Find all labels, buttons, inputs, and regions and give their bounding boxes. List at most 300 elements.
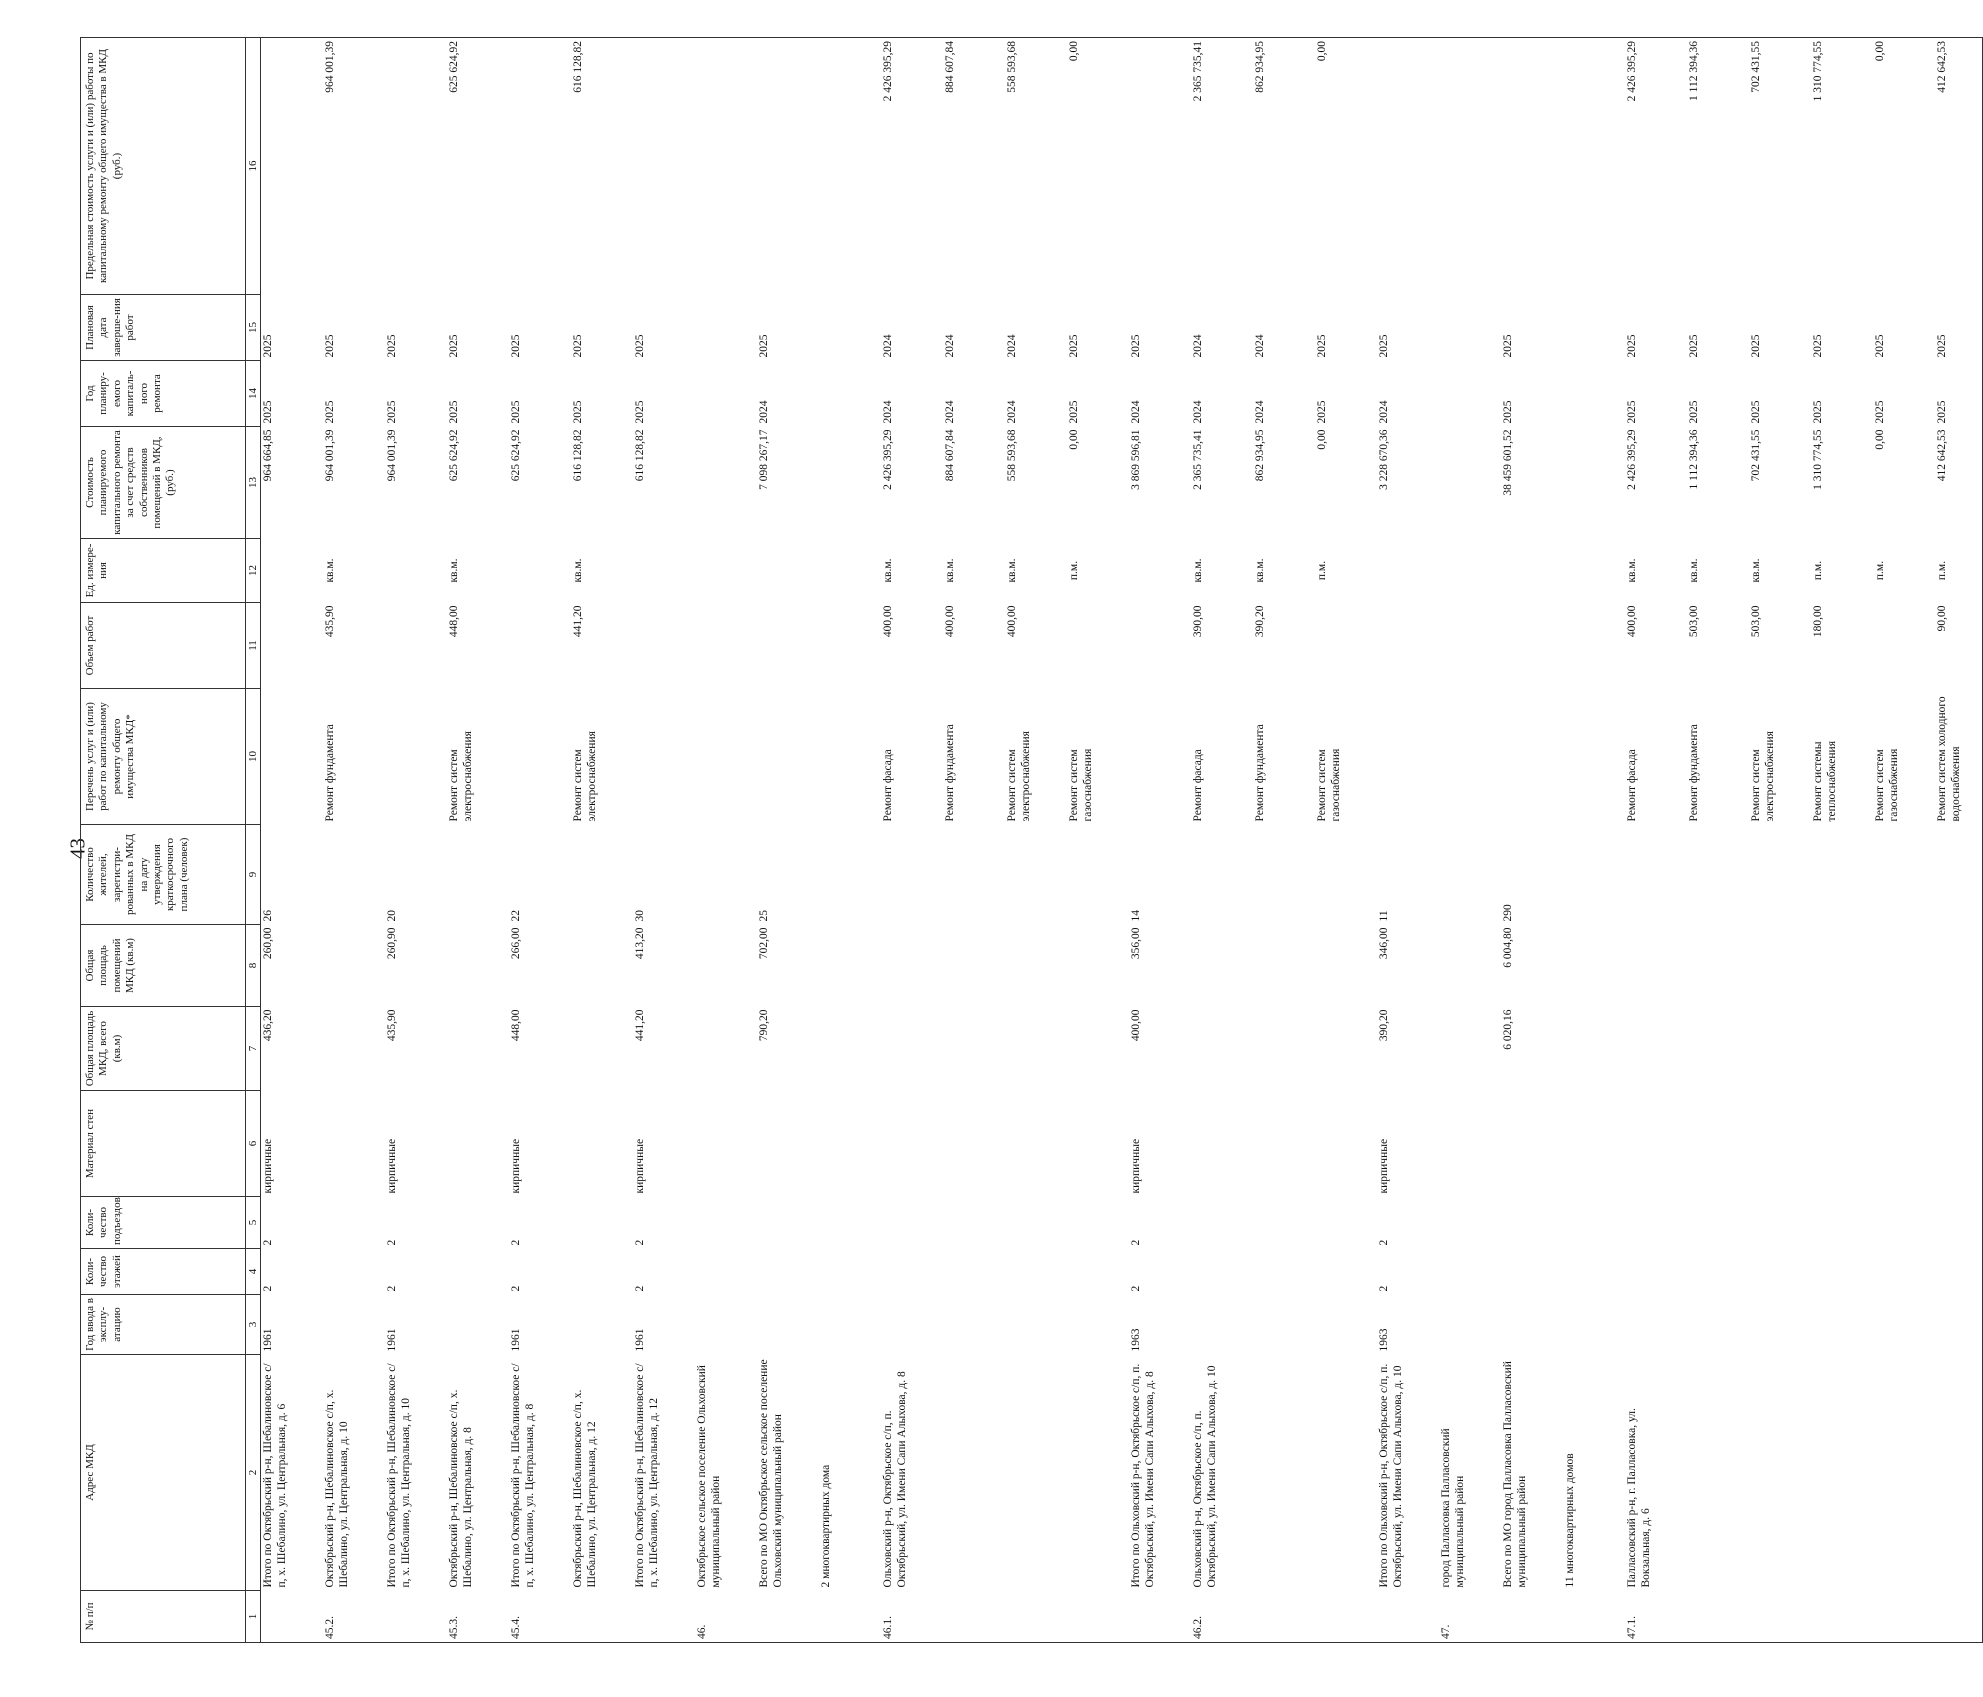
unit-cell: кв.м. — [1625, 558, 1638, 583]
work-volume-cell: 400,00 — [1005, 605, 1018, 638]
premises-area-cell: 702,00 — [757, 927, 770, 960]
completion-date-cell: 2025 — [1749, 334, 1762, 358]
repair-year-cell: 2024 — [1005, 400, 1018, 424]
residents-cell — [1873, 825, 1935, 925]
residents-cell — [943, 825, 1005, 925]
work-type-cell: Ремонт фундамента — [943, 724, 956, 822]
completion-date-cell: 2025 — [1873, 334, 1886, 358]
wall-material-cell — [1687, 1091, 1749, 1197]
owner-cost-cell: 964 001,39 — [385, 429, 398, 482]
table-row — [323, 38, 385, 1643]
repair-year-cell: 2025 — [509, 400, 522, 424]
unit-cell — [695, 539, 757, 603]
table-row — [1191, 38, 1253, 1643]
floors-cell — [571, 1249, 633, 1295]
year-built-cell: 1961 — [262, 1328, 274, 1352]
row-number-cell — [1253, 1591, 1315, 1643]
year-built-cell: 1961 — [385, 1328, 398, 1352]
entrances-cell: 2 — [1129, 1239, 1142, 1246]
premises-area-cell — [881, 925, 943, 1007]
max-cost-cell: 2 426 395,29 — [881, 38, 943, 295]
max-cost-cell — [819, 38, 881, 295]
floors-cell — [1563, 1249, 1625, 1295]
year-built-cell — [1873, 1295, 1935, 1355]
floors-cell — [757, 1249, 819, 1295]
header-cell: Ед. измере-ния — [81, 539, 246, 603]
address-cell: Всего по МО город Палласовка Палласовский муниципальный район — [1501, 1361, 1528, 1588]
row-number-cell — [261, 1591, 323, 1643]
repair-year-cell: 2024 — [757, 400, 770, 424]
residents-cell — [1563, 825, 1625, 925]
completion-date-cell: 2025 — [1067, 334, 1080, 358]
owner-cost-cell: 3 228 670,36 — [1377, 429, 1390, 490]
unit-cell: кв.м. — [1253, 558, 1266, 583]
year-built-cell: 1963 — [1377, 1328, 1390, 1352]
work-volume-cell: 90,00 — [1935, 603, 1983, 689]
floors-cell — [881, 1249, 943, 1295]
wall-material-cell — [1501, 1091, 1563, 1197]
floors-cell — [1191, 1249, 1253, 1295]
repair-year-cell: 2024 — [943, 400, 956, 424]
work-volume-cell: 400,00 — [943, 605, 956, 638]
work-type-cell — [695, 689, 757, 825]
table-row — [1129, 38, 1191, 1643]
table-row — [571, 38, 633, 1643]
row-number-cell — [1377, 1591, 1439, 1643]
column-number-cell: 12 — [246, 539, 261, 603]
column-number-cell: 6 — [246, 1091, 261, 1197]
column-number-cell: 7 — [246, 1007, 261, 1091]
owner-cost-cell: 3 869 596,81 — [1129, 429, 1142, 490]
repair-year-cell: 2025 — [633, 400, 646, 424]
row-number-cell — [1563, 1591, 1625, 1643]
max-cost-cell: 558 593,68 — [1005, 38, 1067, 295]
work-volume-cell: 503,00 — [1687, 605, 1700, 638]
wall-material-cell — [1563, 1091, 1625, 1197]
total-area-cell — [1811, 1007, 1873, 1091]
column-number-cell: 3 — [246, 1295, 261, 1355]
wall-material-cell: кирпичные — [1129, 1138, 1142, 1194]
unit-cell: п.м. — [1315, 560, 1328, 581]
residents-cell: 20 — [385, 910, 398, 922]
completion-date-cell: 2025 — [1811, 334, 1824, 358]
unit-cell: кв.м. — [571, 558, 584, 583]
max-cost-cell: 862 934,95 — [1253, 38, 1315, 295]
table-row — [447, 38, 509, 1643]
table-row — [385, 38, 447, 1643]
completion-date-cell: 2025 — [1501, 334, 1514, 358]
header-cell: Коли-чество подъездов — [81, 1197, 246, 1249]
total-area-cell — [323, 1007, 385, 1091]
owner-cost-cell: 884 607,84 — [943, 429, 956, 482]
entrances-cell — [571, 1197, 633, 1249]
work-volume-cell: 390,20 — [1253, 605, 1266, 638]
row-number-cell — [1749, 1591, 1811, 1643]
year-built-cell — [1625, 1295, 1687, 1355]
work-type-cell: Ремонт фундамента — [1687, 724, 1700, 822]
premises-area-cell — [1687, 925, 1749, 1007]
premises-area-cell — [1935, 925, 1983, 1007]
unit-cell: кв.м. — [1191, 558, 1204, 583]
column-number-cell: 9 — [246, 825, 261, 925]
work-type-cell: Ремонт систем газоснабжения — [1873, 748, 1900, 822]
address-cell: Октябрьский р-н, Шебалиновское с/п, х. Шебалино, ул. Центральная, д. 8 — [447, 1389, 474, 1588]
year-built-cell: 1963 — [1129, 1328, 1142, 1352]
total-area-cell — [447, 1007, 509, 1091]
row-number-cell: 46.2. — [1191, 1591, 1253, 1643]
completion-date-cell: 2025 — [262, 334, 274, 358]
row-number-cell — [1129, 1591, 1191, 1643]
row-number-cell: 46. — [695, 1591, 757, 1643]
repair-year-cell: 2024 — [1253, 400, 1266, 424]
owner-cost-cell: 2 365 735,41 — [1191, 429, 1204, 490]
premises-area-cell — [1067, 925, 1129, 1007]
entrances-cell — [447, 1197, 509, 1249]
residents-cell — [1315, 825, 1377, 925]
total-area-cell — [1005, 1007, 1067, 1091]
work-type-cell: Ремонт систем электроснабжения — [571, 731, 598, 822]
year-built-cell — [1811, 1295, 1873, 1355]
row-number-cell — [385, 1591, 447, 1643]
year-built-cell — [1687, 1295, 1749, 1355]
address-cell: Итого по Октябрьский р-н, Шебалиновское с/п, х. Шебалино, ул. Центральная, д. 6 — [262, 1363, 289, 1588]
premises-area-cell — [1749, 925, 1811, 1007]
column-number-cell: 13 — [246, 427, 261, 539]
address-cell: Итого по Октябрьский р-н, Шебалиновское с/п, х. Шебалино, ул. Центральная, д. 10 — [385, 1363, 412, 1588]
table-row — [261, 38, 323, 1643]
work-volume-cell: 390,00 — [1191, 605, 1204, 638]
row-number-cell: 45.3. — [447, 1591, 509, 1643]
owner-cost-cell: 616 128,82 — [633, 429, 646, 482]
year-built-cell — [757, 1295, 819, 1355]
unit-cell — [261, 539, 323, 603]
table-row — [1005, 38, 1067, 1643]
residents-cell — [1625, 825, 1687, 925]
address-cell: Итого по Октябрьский р-н, Шебалиновское с/п, х. Шебалино, ул. Центральная, д. 8 — [509, 1363, 536, 1588]
address-cell: Октябрьский р-н, Шебалиновское с/п, х. Шебалино, ул. Центральная, д. 10 — [323, 1389, 350, 1588]
table-row — [1315, 38, 1377, 1643]
header-cell: Стоимость планируемого капитального ремонта за счет средств собственников помещений в МКД, (руб.) — [81, 427, 246, 539]
year-built-cell — [1253, 1295, 1315, 1355]
table-row — [1749, 38, 1811, 1643]
work-type-cell: Ремонт фундамента — [323, 724, 336, 822]
unit-cell — [819, 539, 881, 603]
year-built-cell — [323, 1295, 385, 1355]
premises-area-cell — [1625, 925, 1687, 1007]
residents-cell: 14 — [1129, 910, 1142, 922]
repair-year-cell: 2024 — [881, 400, 894, 424]
unit-cell: п.м. — [1873, 560, 1886, 581]
premises-area-cell: 266,00 — [509, 927, 522, 960]
work-volume-cell — [633, 603, 695, 689]
work-volume-cell: 448,00 — [447, 605, 460, 638]
completion-date-cell — [1439, 295, 1501, 361]
total-area-cell: 435,90 — [385, 1009, 398, 1042]
work-type-cell: Ремонт систем электроснабжения — [447, 731, 474, 822]
address-cell — [1067, 1355, 1129, 1591]
year-built-cell — [1005, 1295, 1067, 1355]
row-number-cell — [1067, 1591, 1129, 1643]
repair-year-cell: 2025 — [262, 400, 274, 424]
header-cell: Объем работ — [81, 603, 246, 689]
work-type-cell — [1439, 689, 1501, 825]
unit-cell — [1501, 539, 1563, 603]
repair-year-cell — [1439, 361, 1501, 427]
owner-cost-cell: 702 431,55 — [1749, 429, 1762, 482]
repair-year-cell: 2025 — [385, 400, 398, 424]
work-volume-cell — [1067, 603, 1129, 689]
table-row — [1253, 38, 1315, 1643]
table-row — [757, 38, 819, 1643]
owner-cost-cell: 616 128,82 — [571, 429, 584, 482]
premises-area-cell — [1811, 925, 1873, 1007]
premises-area-cell: 260,00 — [262, 927, 274, 960]
completion-date-cell: 2024 — [1253, 334, 1266, 358]
floors-cell — [819, 1249, 881, 1295]
owner-cost-cell: 625 624,92 — [447, 429, 460, 482]
total-area-cell: 390,20 — [1377, 1009, 1390, 1042]
repair-year-cell: 2025 — [1067, 400, 1080, 424]
work-type-cell — [1501, 689, 1563, 825]
max-cost-cell — [757, 38, 819, 295]
owner-cost-cell: 0,00 — [1315, 429, 1328, 450]
residents-cell — [881, 825, 943, 925]
work-type-cell: Ремонт фасада — [1191, 749, 1204, 822]
completion-date-cell: 2025 — [385, 334, 398, 358]
work-volume-cell — [1377, 603, 1439, 689]
max-cost-cell: 2 365 735,41 — [1191, 38, 1253, 295]
floors-cell — [943, 1249, 1005, 1295]
repair-year-cell: 2024 — [1129, 400, 1142, 424]
address-cell — [1749, 1355, 1811, 1591]
row-number-cell — [1315, 1591, 1377, 1643]
owner-cost-cell: 964 664,85 — [262, 429, 274, 482]
entrances-cell — [1749, 1197, 1811, 1249]
unit-cell: п.м. — [1935, 539, 1983, 603]
row-number-cell — [1873, 1591, 1935, 1643]
wall-material-cell — [881, 1091, 943, 1197]
wall-material-cell: кирпичные — [262, 1138, 274, 1194]
row-number-cell: 45.2. — [323, 1591, 385, 1643]
entrances-cell — [1439, 1197, 1501, 1249]
residents-cell — [1067, 825, 1129, 925]
work-type-cell: Ремонт системы теплоснабжения — [1811, 741, 1838, 822]
column-number-cell: 16 — [246, 38, 261, 295]
entrances-cell — [819, 1197, 881, 1249]
residents-cell: 30 — [633, 910, 646, 922]
unit-cell: кв.м. — [323, 558, 336, 583]
row-number-cell: 47.1. — [1625, 1591, 1687, 1643]
header-cell: Плановая дата заверше-ния работ — [81, 295, 246, 361]
residents-cell — [1811, 825, 1873, 925]
header-cell: Количество жителей, зарегистри-рованных в МКД на дату утверждения краткосрочного плана (человек) — [81, 825, 246, 925]
wall-material-cell: кирпичные — [1377, 1138, 1390, 1194]
max-cost-cell: 625 624,92 — [447, 38, 509, 295]
repair-year-cell — [695, 361, 757, 427]
work-volume-cell — [757, 603, 819, 689]
owner-cost-cell — [695, 427, 757, 539]
total-area-cell — [1253, 1007, 1315, 1091]
premises-area-cell: 6 004,80 — [1501, 927, 1514, 968]
premises-area-cell — [819, 925, 881, 1007]
total-area-cell: 790,20 — [757, 1009, 770, 1042]
repair-year-cell: 2025 — [1811, 400, 1824, 424]
wall-material-cell: кирпичные — [509, 1138, 522, 1194]
floors-cell — [1687, 1249, 1749, 1295]
wall-material-cell — [757, 1091, 819, 1197]
unit-cell — [633, 539, 695, 603]
repair-year-cell: 2025 — [1315, 400, 1328, 424]
header-row — [81, 38, 246, 1643]
completion-date-cell: 2025 — [509, 334, 522, 358]
owner-cost-cell: 558 593,68 — [1005, 429, 1018, 482]
repair-year-cell: 2024 — [1377, 400, 1390, 424]
table-row — [1935, 38, 1983, 1643]
wall-material-cell — [1749, 1091, 1811, 1197]
unit-cell: кв.м. — [1749, 558, 1762, 583]
address-cell: Октябрьское сельское поселение Ольховский муниципальный район — [695, 1365, 722, 1588]
row-number-cell — [633, 1591, 695, 1643]
total-area-cell — [1067, 1007, 1129, 1091]
work-type-cell: Ремонт фундамента — [1253, 724, 1266, 822]
completion-date-cell: 2024 — [881, 334, 894, 358]
wall-material-cell — [819, 1091, 881, 1197]
year-built-cell: 1961 — [509, 1328, 522, 1352]
max-cost-cell — [633, 38, 695, 295]
work-type-cell — [1563, 689, 1625, 825]
work-volume-cell — [385, 603, 447, 689]
premises-area-cell — [1005, 925, 1067, 1007]
premises-area-cell: 356,00 — [1129, 927, 1142, 960]
work-type-cell — [1377, 689, 1439, 825]
max-cost-cell — [385, 38, 447, 295]
floors-cell: 2 — [633, 1285, 646, 1292]
total-area-cell — [1439, 1007, 1501, 1091]
work-volume-cell: 441,20 — [571, 605, 584, 638]
work-type-cell — [509, 689, 571, 825]
work-type-cell: Ремонт систем электроснабжения — [1005, 731, 1032, 822]
repair-year-cell: 2025 — [571, 400, 584, 424]
premises-area-cell — [1315, 925, 1377, 1007]
total-area-cell — [1625, 1007, 1687, 1091]
unit-cell: кв.м. — [1687, 558, 1700, 583]
residents-cell — [1749, 825, 1811, 925]
entrances-cell — [757, 1197, 819, 1249]
residents-cell — [447, 825, 509, 925]
header-cell: Предельная стоимость услуги и (или) работы по капитальному ремонту общего имущества в МКД (руб.) — [81, 38, 246, 295]
total-area-cell — [695, 1007, 757, 1091]
row-number-cell — [1687, 1591, 1749, 1643]
unit-cell — [1377, 539, 1439, 603]
max-cost-cell: 412 642,53 — [1935, 38, 1983, 295]
page-number: 43 — [65, 838, 90, 859]
floors-cell — [1749, 1249, 1811, 1295]
work-volume-cell — [1873, 603, 1935, 689]
table-row — [695, 38, 757, 1643]
max-cost-cell — [509, 38, 571, 295]
unit-cell: п.м. — [1067, 560, 1080, 581]
address-cell: Итого по Октябрьский р-н, Шебалиновское с/п, х. Шебалино, ул. Центральная, д. 12 — [633, 1363, 660, 1588]
entrances-cell — [1935, 1197, 1983, 1249]
table-row — [819, 38, 881, 1643]
entrances-cell — [1315, 1197, 1377, 1249]
table-row — [1687, 38, 1749, 1643]
work-type-cell: Ремонт систем газоснабжения — [1067, 748, 1094, 822]
unit-cell — [509, 539, 571, 603]
entrances-cell — [1625, 1197, 1687, 1249]
total-area-cell — [1749, 1007, 1811, 1091]
floors-cell — [1625, 1249, 1687, 1295]
max-cost-cell: 2 426 395,29 — [1625, 38, 1687, 295]
entrances-cell — [1501, 1197, 1563, 1249]
work-volume-cell — [695, 603, 757, 689]
total-area-cell — [1687, 1007, 1749, 1091]
premises-area-cell: 346,00 — [1377, 927, 1390, 960]
work-volume-cell: 400,00 — [1625, 605, 1638, 638]
owner-cost-cell: 2 426 395,29 — [881, 429, 894, 490]
completion-date-cell: 2025 — [1377, 334, 1390, 358]
residents-cell — [571, 825, 633, 925]
floors-cell: 2 — [385, 1285, 398, 1292]
premises-area-cell — [1873, 925, 1935, 1007]
column-number-cell: 11 — [246, 603, 261, 689]
wall-material-cell — [571, 1091, 633, 1197]
address-cell: Итого по Ольховский р-н, Октябрьское с/п, п. Октябрьский, ул. Имени Сапи Алыхова, д. 10 — [1377, 1363, 1404, 1588]
column-number-cell: 15 — [246, 295, 261, 361]
wall-material-cell — [1873, 1091, 1935, 1197]
entrances-cell — [695, 1197, 757, 1249]
year-built-cell: 1961 — [633, 1328, 646, 1352]
work-type-cell — [261, 689, 323, 825]
table-row — [1377, 38, 1439, 1643]
year-built-cell — [1749, 1295, 1811, 1355]
floors-cell — [447, 1249, 509, 1295]
address-cell — [1005, 1355, 1067, 1591]
wall-material-cell — [943, 1091, 1005, 1197]
address-cell: Октябрьский р-н, Шебалиновское с/п, х. Шебалино, ул. Центральная, д. 12 — [571, 1389, 598, 1588]
unit-cell: п.м. — [1811, 560, 1824, 581]
table-row — [881, 38, 943, 1643]
completion-date-cell: 2025 — [1935, 295, 1983, 361]
residents-cell — [1687, 825, 1749, 925]
table-row — [1439, 38, 1501, 1643]
row-number-cell — [1935, 1591, 1983, 1643]
premises-area-cell — [1439, 925, 1501, 1007]
work-type-cell — [385, 689, 447, 825]
floors-cell: 2 — [1377, 1285, 1390, 1292]
column-number-cell: 1 — [246, 1591, 261, 1643]
residents-cell: 11 — [1377, 910, 1390, 922]
unit-cell — [1563, 539, 1625, 603]
total-area-cell — [943, 1007, 1005, 1091]
header-cell: Коли-чество этажей — [81, 1249, 246, 1295]
floors-cell — [695, 1249, 757, 1295]
address-cell: Всего по МО Октябрьское сельское поселение Ольховский муниципальный район — [757, 1359, 784, 1588]
completion-date-cell: 2025 — [447, 334, 460, 358]
premises-area-cell — [323, 925, 385, 1007]
table-row — [509, 38, 571, 1643]
total-area-cell — [1873, 1007, 1935, 1091]
total-area-cell — [881, 1007, 943, 1091]
unit-cell — [1129, 539, 1191, 603]
total-area-cell: 448,00 — [509, 1009, 522, 1042]
completion-date-cell: 2025 — [1625, 334, 1638, 358]
floors-cell — [1501, 1249, 1563, 1295]
column-number-cell: 5 — [246, 1197, 261, 1249]
total-area-cell — [1563, 1007, 1625, 1091]
wall-material-cell — [1191, 1091, 1253, 1197]
owner-cost-cell — [1439, 427, 1501, 539]
